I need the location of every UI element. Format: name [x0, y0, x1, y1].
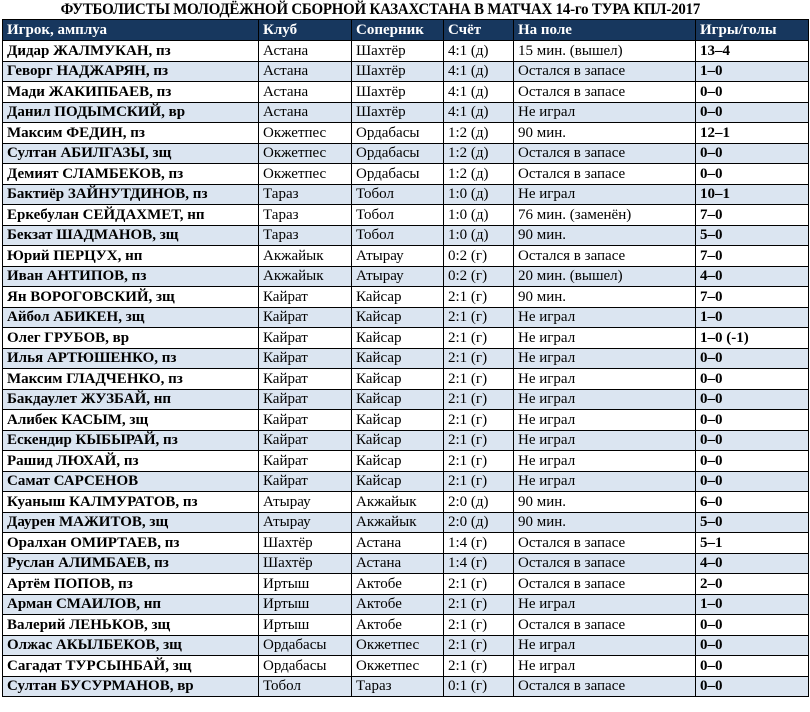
- club-cell: Тараз: [259, 184, 352, 205]
- score-cell: 2:1 (г): [444, 594, 514, 615]
- games-goals-cell: 12–1: [696, 123, 809, 144]
- on-field-cell: Не играл: [514, 656, 696, 677]
- on-field-cell: Остался в запасе: [514, 61, 696, 82]
- players-table: [2, 19, 809, 697]
- games-goals-cell: 0–0: [696, 656, 809, 677]
- score-cell: 1:4 (г): [444, 553, 514, 574]
- club-cell: Кайрат: [259, 348, 352, 369]
- club-cell: Акжайык: [259, 266, 352, 287]
- club-cell: Астана: [259, 61, 352, 82]
- player-cell: Максим ГЛАДЧЕНКО, пз: [3, 369, 259, 390]
- on-field-cell: Не играл: [514, 328, 696, 349]
- header-row: [3, 20, 809, 41]
- club-cell: Астана: [259, 82, 352, 103]
- games-goals-cell: 1–0 (-1): [696, 328, 809, 349]
- table-row: [3, 656, 809, 677]
- games-goals-cell: 0–0: [696, 635, 809, 656]
- club-cell: Окжетпес: [259, 164, 352, 185]
- score-cell: 1:4 (г): [444, 533, 514, 554]
- on-field-cell: 90 мин.: [514, 225, 696, 246]
- player-cell: Валерий ЛЕНЬКОВ, зщ: [3, 615, 259, 636]
- club-cell: Тараз: [259, 225, 352, 246]
- score-cell: 2:1 (г): [444, 656, 514, 677]
- player-cell: Иван АНТИПОВ, пз: [3, 266, 259, 287]
- player-cell: Султан АБИЛГАЗЫ, зщ: [3, 143, 259, 164]
- on-field-cell: Остался в запасе: [514, 82, 696, 103]
- table-row: [3, 348, 809, 369]
- games-goals-cell: 0–0: [696, 389, 809, 410]
- table-row: [3, 635, 809, 656]
- score-cell: 2:1 (г): [444, 471, 514, 492]
- on-field-cell: Остался в запасе: [514, 164, 696, 185]
- opponent-cell: Окжетпес: [352, 656, 444, 677]
- games-goals-cell: 0–0: [696, 82, 809, 103]
- table-row: [3, 615, 809, 636]
- club-cell: Кайрат: [259, 410, 352, 431]
- score-cell: 2:1 (г): [444, 615, 514, 636]
- club-cell: Акжайык: [259, 246, 352, 267]
- games-goals-cell: 0–0: [696, 348, 809, 369]
- opponent-cell: Актобе: [352, 615, 444, 636]
- table-row: [3, 574, 809, 595]
- club-cell: Ордабасы: [259, 635, 352, 656]
- opponent-cell: Окжетпес: [352, 635, 444, 656]
- player-cell: Олжас АКЫЛБЕКОВ, зщ: [3, 635, 259, 656]
- score-cell: 2:1 (г): [444, 348, 514, 369]
- table-row: [3, 430, 809, 451]
- club-cell: Кайрат: [259, 389, 352, 410]
- on-field-cell: Остался в запасе: [514, 615, 696, 636]
- score-cell: 2:1 (г): [444, 369, 514, 390]
- on-field-cell: 15 мин. (вышел): [514, 41, 696, 62]
- table-row: [3, 451, 809, 472]
- opponent-cell: Кайсар: [352, 451, 444, 472]
- games-goals-cell: 1–0: [696, 61, 809, 82]
- on-field-cell: Не играл: [514, 369, 696, 390]
- table-row: [3, 553, 809, 574]
- score-cell: 1:0 (д): [444, 225, 514, 246]
- score-cell: 2:0 (д): [444, 512, 514, 533]
- table-row: [3, 246, 809, 267]
- player-cell: Еркебулан СЕЙДАХМЕТ, нп: [3, 205, 259, 226]
- opponent-cell: Кайсар: [352, 471, 444, 492]
- games-goals-cell: 0–0: [696, 676, 809, 697]
- player-cell: Юрий ПЕРЦУХ, нп: [3, 246, 259, 267]
- games-goals-cell: 1–0: [696, 594, 809, 615]
- player-cell: Мади ЖАКИПБАЕВ, пз: [3, 82, 259, 103]
- header-score: Счёт: [444, 20, 514, 41]
- on-field-cell: Не играл: [514, 389, 696, 410]
- opponent-cell: Акжайык: [352, 492, 444, 513]
- opponent-cell: Тобол: [352, 205, 444, 226]
- score-cell: 2:1 (г): [444, 410, 514, 431]
- on-field-cell: 90 мин.: [514, 287, 696, 308]
- score-cell: 4:1 (д): [444, 82, 514, 103]
- club-cell: Окжетпес: [259, 143, 352, 164]
- table-row: [3, 328, 809, 349]
- opponent-cell: Акжайык: [352, 512, 444, 533]
- table-row: [3, 369, 809, 390]
- player-cell: Рашид ЛЮХАЙ, пз: [3, 451, 259, 472]
- score-cell: 1:0 (д): [444, 184, 514, 205]
- opponent-cell: Шахтёр: [352, 41, 444, 62]
- score-cell: 1:2 (д): [444, 164, 514, 185]
- opponent-cell: Кайсар: [352, 430, 444, 451]
- table-row: [3, 266, 809, 287]
- games-goals-cell: 5–0: [696, 512, 809, 533]
- table-row: [3, 143, 809, 164]
- on-field-cell: Не играл: [514, 184, 696, 205]
- table-row: [3, 492, 809, 513]
- header-player: Игрок, амплуа: [3, 20, 259, 41]
- opponent-cell: Астана: [352, 533, 444, 554]
- opponent-cell: Кайсар: [352, 348, 444, 369]
- score-cell: 1:0 (д): [444, 205, 514, 226]
- opponent-cell: Кайсар: [352, 369, 444, 390]
- games-goals-cell: 5–0: [696, 225, 809, 246]
- on-field-cell: Не играл: [514, 410, 696, 431]
- table-row: [3, 410, 809, 431]
- games-goals-cell: 0–0: [696, 164, 809, 185]
- player-cell: Дидар ЖАЛМУКАН, пз: [3, 41, 259, 62]
- table-row: [3, 123, 809, 144]
- header-club: Клуб: [259, 20, 352, 41]
- club-cell: Иртыш: [259, 615, 352, 636]
- opponent-cell: Кайсар: [352, 389, 444, 410]
- score-cell: 4:1 (д): [444, 41, 514, 62]
- table-row: [3, 471, 809, 492]
- opponent-cell: Кайсар: [352, 307, 444, 328]
- player-cell: Султан БУСУРМАНОВ, вр: [3, 676, 259, 697]
- player-cell: Максим ФЕДИН, пз: [3, 123, 259, 144]
- club-cell: Окжетпес: [259, 123, 352, 144]
- score-cell: 0:1 (г): [444, 676, 514, 697]
- player-cell: Алибек КАСЫМ, зщ: [3, 410, 259, 431]
- games-goals-cell: 0–0: [696, 471, 809, 492]
- on-field-cell: Не играл: [514, 348, 696, 369]
- club-cell: Атырау: [259, 512, 352, 533]
- opponent-cell: Тобол: [352, 225, 444, 246]
- player-cell: Куаныш КАЛМУРАТОВ, пз: [3, 492, 259, 513]
- score-cell: 2:1 (г): [444, 635, 514, 656]
- score-cell: 2:0 (д): [444, 492, 514, 513]
- table-row: [3, 41, 809, 62]
- club-cell: Шахтёр: [259, 553, 352, 574]
- on-field-cell: 76 мин. (заменён): [514, 205, 696, 226]
- on-field-cell: Не играл: [514, 430, 696, 451]
- table-row: [3, 287, 809, 308]
- games-goals-cell: 7–0: [696, 246, 809, 267]
- games-goals-cell: 5–1: [696, 533, 809, 554]
- score-cell: 2:1 (г): [444, 287, 514, 308]
- score-cell: 0:2 (г): [444, 266, 514, 287]
- table-row: [3, 184, 809, 205]
- opponent-cell: Шахтёр: [352, 61, 444, 82]
- opponent-cell: Астана: [352, 553, 444, 574]
- games-goals-cell: 2–0: [696, 574, 809, 595]
- on-field-cell: Не играл: [514, 307, 696, 328]
- games-goals-cell: 1–0: [696, 307, 809, 328]
- score-cell: 1:2 (д): [444, 143, 514, 164]
- on-field-cell: 90 мин.: [514, 492, 696, 513]
- club-cell: Кайрат: [259, 307, 352, 328]
- club-cell: Кайрат: [259, 471, 352, 492]
- on-field-cell: Не играл: [514, 471, 696, 492]
- opponent-cell: Ордабасы: [352, 123, 444, 144]
- on-field-cell: Остался в запасе: [514, 553, 696, 574]
- on-field-cell: Не играл: [514, 594, 696, 615]
- opponent-cell: Актобе: [352, 594, 444, 615]
- player-cell: Ескендир КЫБЫРАЙ, пз: [3, 430, 259, 451]
- on-field-cell: Остался в запасе: [514, 533, 696, 554]
- opponent-cell: Шахтёр: [352, 82, 444, 103]
- games-goals-cell: 4–0: [696, 266, 809, 287]
- player-cell: Бекзат ШАДМАНОВ, зщ: [3, 225, 259, 246]
- opponent-cell: Ордабасы: [352, 164, 444, 185]
- score-cell: 0:2 (г): [444, 246, 514, 267]
- player-cell: Бактиёр ЗАЙНУТДИНОВ, пз: [3, 184, 259, 205]
- score-cell: 4:1 (д): [444, 61, 514, 82]
- on-field-cell: Остался в запасе: [514, 676, 696, 697]
- games-goals-cell: 0–0: [696, 451, 809, 472]
- opponent-cell: Актобе: [352, 574, 444, 595]
- score-cell: 2:1 (г): [444, 328, 514, 349]
- score-cell: 2:1 (г): [444, 389, 514, 410]
- on-field-cell: 20 мин. (вышел): [514, 266, 696, 287]
- games-goals-cell: 13–4: [696, 41, 809, 62]
- player-cell: Бакдаулет ЖУЗБАЙ, нп: [3, 389, 259, 410]
- on-field-cell: 90 мин.: [514, 512, 696, 533]
- on-field-cell: 90 мин.: [514, 123, 696, 144]
- player-cell: Даурен МАЖИТОВ, зщ: [3, 512, 259, 533]
- table-row: [3, 205, 809, 226]
- opponent-cell: Атырау: [352, 246, 444, 267]
- table-row: [3, 164, 809, 185]
- player-cell: Демият СЛАМБЕКОВ, пз: [3, 164, 259, 185]
- on-field-cell: Остался в запасе: [514, 246, 696, 267]
- player-cell: Сагадат ТУРСЫНБАЙ, зщ: [3, 656, 259, 677]
- games-goals-cell: 4–0: [696, 553, 809, 574]
- club-cell: Атырау: [259, 492, 352, 513]
- opponent-cell: Тобол: [352, 184, 444, 205]
- score-cell: 2:1 (г): [444, 451, 514, 472]
- table-row: [3, 61, 809, 82]
- table-title: ФУТБОЛИСТЫ МОЛОДЁЖНОЙ СБОРНОЙ КАЗАХСТАНА В МАТЧАХ 14-го ТУРА КПЛ-2017: [60, 1, 701, 18]
- opponent-cell: Шахтёр: [352, 102, 444, 123]
- on-field-cell: Остался в запасе: [514, 143, 696, 164]
- header-on-field: На поле: [514, 20, 696, 41]
- games-goals-cell: 0–0: [696, 430, 809, 451]
- club-cell: Тараз: [259, 205, 352, 226]
- table-row: [3, 225, 809, 246]
- player-cell: Руслан АЛИМБАЕВ, пз: [3, 553, 259, 574]
- score-cell: 2:1 (г): [444, 430, 514, 451]
- club-cell: Астана: [259, 41, 352, 62]
- table-row: [3, 676, 809, 697]
- player-cell: Арман СМАИЛОВ, нп: [3, 594, 259, 615]
- games-goals-cell: 0–0: [696, 615, 809, 636]
- games-goals-cell: 7–0: [696, 205, 809, 226]
- games-goals-cell: 6–0: [696, 492, 809, 513]
- table-row: [3, 512, 809, 533]
- player-cell: Самат САРСЕНОВ: [3, 471, 259, 492]
- player-cell: Артём ПОПОВ, пз: [3, 574, 259, 595]
- table-row: [3, 389, 809, 410]
- player-cell: Олег ГРУБОВ, вр: [3, 328, 259, 349]
- club-cell: Астана: [259, 102, 352, 123]
- club-cell: Иртыш: [259, 574, 352, 595]
- player-cell: Ян ВОРОГОВСКИЙ, зщ: [3, 287, 259, 308]
- table-row: [3, 307, 809, 328]
- club-cell: Иртыш: [259, 594, 352, 615]
- table-body: [3, 41, 809, 697]
- games-goals-cell: 0–0: [696, 102, 809, 123]
- games-goals-cell: 0–0: [696, 410, 809, 431]
- score-cell: 2:1 (г): [444, 574, 514, 595]
- player-cell: Данил ПОДЫМСКИЙ, вр: [3, 102, 259, 123]
- on-field-cell: Не играл: [514, 451, 696, 472]
- table-row: [3, 594, 809, 615]
- header-games-goals: Игры/голы: [696, 20, 809, 41]
- table-row: [3, 82, 809, 103]
- opponent-cell: Тараз: [352, 676, 444, 697]
- table-row: [3, 533, 809, 554]
- club-cell: Кайрат: [259, 328, 352, 349]
- opponent-cell: Кайсар: [352, 410, 444, 431]
- club-cell: Кайрат: [259, 430, 352, 451]
- games-goals-cell: 0–0: [696, 369, 809, 390]
- games-goals-cell: 7–0: [696, 287, 809, 308]
- club-cell: Кайрат: [259, 369, 352, 390]
- opponent-cell: Кайсар: [352, 287, 444, 308]
- games-goals-cell: 0–0: [696, 143, 809, 164]
- player-cell: Айбол АБИКЕН, зщ: [3, 307, 259, 328]
- score-cell: 4:1 (д): [444, 102, 514, 123]
- table-row: [3, 102, 809, 123]
- club-cell: Шахтёр: [259, 533, 352, 554]
- games-goals-cell: 10–1: [696, 184, 809, 205]
- score-cell: 2:1 (г): [444, 307, 514, 328]
- player-cell: Оралхан ОМИРТАЕВ, пз: [3, 533, 259, 554]
- opponent-cell: Атырау: [352, 266, 444, 287]
- on-field-cell: Не играл: [514, 635, 696, 656]
- club-cell: Ордабасы: [259, 656, 352, 677]
- score-cell: 1:2 (д): [444, 123, 514, 144]
- header-opponent: Соперник: [352, 20, 444, 41]
- on-field-cell: Остался в запасе: [514, 574, 696, 595]
- on-field-cell: Не играл: [514, 102, 696, 123]
- opponent-cell: Ордабасы: [352, 143, 444, 164]
- club-cell: Тобол: [259, 676, 352, 697]
- club-cell: Кайрат: [259, 451, 352, 472]
- club-cell: Кайрат: [259, 287, 352, 308]
- player-cell: Илья АРТЮШЕНКО, пз: [3, 348, 259, 369]
- player-cell: Геворг НАДЖАРЯН, пз: [3, 61, 259, 82]
- opponent-cell: Кайсар: [352, 328, 444, 349]
